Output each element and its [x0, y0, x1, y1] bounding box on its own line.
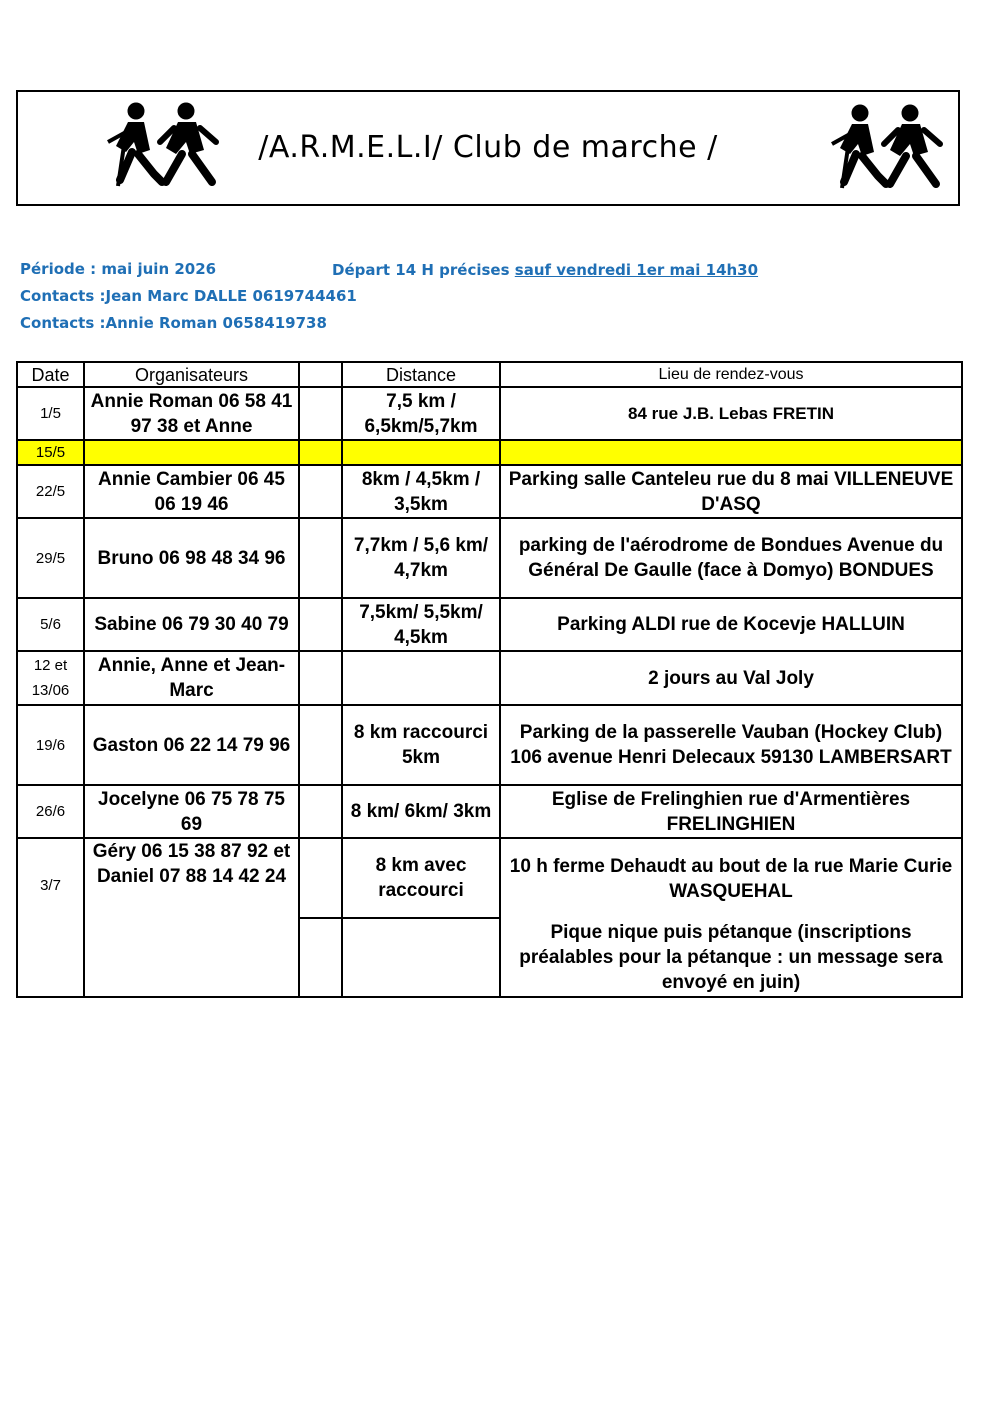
distance-cell: 7,5 km / 6,5km/5,7km: [342, 387, 500, 440]
lieu-cell: 2 jours au Val Joly: [500, 651, 962, 705]
header-distance: Distance: [342, 362, 500, 387]
depart-info: [332, 261, 758, 279]
distance-cell: [342, 440, 500, 465]
date-cell: 26/6: [17, 785, 84, 838]
header-date: Date: [17, 362, 84, 387]
organisateur-cell: Sabine 06 79 30 40 79: [84, 598, 299, 651]
table-row: [17, 651, 962, 705]
organisateur-cell: Annie Cambier 06 45 06 19 46: [84, 465, 299, 518]
contact-jean-marc: Contacts :Jean Marc DALLE 0619744461: [20, 287, 357, 305]
periode-text: Période : mai juin 2026: [20, 260, 217, 278]
date-cell: 22/5: [17, 465, 84, 518]
lieu-cell: Parking salle Canteleu rue du 8 mai VILLENEUVE D'ASQ: [500, 465, 962, 518]
date-cell: 12 et 13/06: [17, 651, 84, 705]
distance-cell: 7,7km / 5,6 km/ 4,7km: [342, 518, 500, 598]
empty-cell: [299, 598, 342, 651]
walkers-icon: [828, 102, 948, 192]
empty-cell: [299, 785, 342, 838]
distance-cell: 8 km avec raccourci: [342, 838, 500, 918]
lieu-cell: Parking ALDI rue de Kocevje HALLUIN: [500, 598, 962, 651]
table-row: [17, 387, 962, 440]
organisateur-cell: Annie Roman 06 58 41 97 38 et Anne: [84, 387, 299, 440]
date-cell: 15/5: [17, 440, 84, 465]
distance-cell: 8 km raccourci 5km: [342, 705, 500, 785]
distance-cell: 8 km/ 6km/ 3km: [342, 785, 500, 838]
organisateur-cell: Gaston 06 22 14 79 96: [84, 705, 299, 785]
page-title: /A.R.M.E.L.I/ Club de marche /: [258, 130, 718, 165]
lieu-cell: parking de l'aérodrome de Bondues Avenue du Général De Gaulle (face à Domyo) BONDUES: [500, 518, 962, 598]
header-organisateurs: Organisateurs: [84, 362, 299, 387]
distance-cell: 7,5km/ 5,5km/ 4,5km: [342, 598, 500, 651]
table-row: [17, 838, 962, 918]
organisateur-cell: Annie, Anne et Jean-Marc: [84, 651, 299, 705]
table-header-row: [17, 362, 962, 387]
contact-annie: Contacts :Annie Roman 0658419738: [20, 314, 327, 332]
empty-cell: [299, 705, 342, 785]
organisateur-cell: [84, 440, 299, 465]
header-lieu: Lieu de rendez-vous: [500, 362, 962, 387]
empty-cell: [299, 387, 342, 440]
distance-cell: 8km / 4,5km / 3,5km: [342, 465, 500, 518]
organisateur-cell: Géry 06 15 38 87 92 et Daniel 07 88 14 42 24: [84, 838, 299, 997]
header-empty: [299, 362, 342, 387]
depart-text: Départ 14 H précises: [332, 261, 510, 279]
table-row: [17, 518, 962, 598]
distance-cell: [342, 651, 500, 705]
empty-cell: [299, 918, 342, 997]
depart-exception: sauf vendredi 1er mai 14h30: [514, 261, 759, 279]
date-cell: 29/5: [17, 518, 84, 598]
empty-cell: [299, 465, 342, 518]
lieu-cell: Eglise de Frelinghien rue d'Armentières FRELINGHIEN: [500, 785, 962, 838]
header-banner: [16, 90, 960, 206]
schedule-table: [16, 361, 963, 998]
empty-cell: [342, 918, 500, 997]
date-cell: 3/7: [17, 838, 84, 997]
empty-cell: [299, 440, 342, 465]
empty-cell: [299, 518, 342, 598]
lieu-cell: 84 rue J.B. Lebas FRETIN: [500, 387, 962, 440]
table-row-highlighted: [17, 440, 962, 465]
lieu-cell: 10 h ferme Dehaudt au bout de la rue Marie Curie WASQUEHAL: [500, 838, 962, 918]
lieu-cell: [500, 440, 962, 465]
lieu-note-cell: Pique nique puis pétanque (inscriptions préalables pour la pétanque : un message sera envoyé en juin): [500, 918, 962, 997]
empty-cell: [299, 838, 342, 918]
organisateur-cell: Bruno 06 98 48 34 96: [84, 518, 299, 598]
date-cell: 5/6: [17, 598, 84, 651]
lieu-cell: Parking de la passerelle Vauban (Hockey Club) 106 avenue Henri Delecaux 59130 LAMBERSART: [500, 705, 962, 785]
date-cell: 1/5: [17, 387, 84, 440]
organisateur-cell: Jocelyne 06 75 78 75 69: [84, 785, 299, 838]
table-row: [17, 465, 962, 518]
table-row: [17, 705, 962, 785]
table-row: [17, 785, 962, 838]
date-cell: 19/6: [17, 705, 84, 785]
table-row: [17, 598, 962, 651]
empty-cell: [299, 651, 342, 705]
